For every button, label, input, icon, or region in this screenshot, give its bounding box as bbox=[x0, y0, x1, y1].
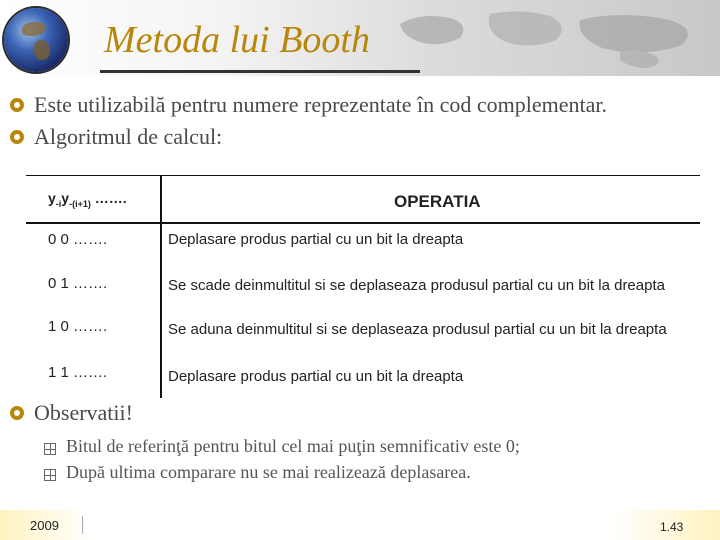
globe-icon bbox=[4, 8, 68, 72]
table-cell-bits: 0 0 ……. bbox=[48, 231, 108, 248]
slide-title: Metoda lui Booth bbox=[104, 19, 370, 61]
bullet-text: Este utilizabilă pentru numere reprezentate în cod complementar. bbox=[34, 92, 607, 117]
observation-text: După ultima comparare nu se mai realizează deplasarea. bbox=[66, 462, 471, 482]
table-cell-bits: 1 0 ……. bbox=[48, 318, 108, 335]
bullet-square-icon bbox=[44, 443, 56, 455]
table-cell-operation: Se scade deinmultitul si se deplaseaza produsul partial cu un bit la dreapta bbox=[168, 277, 665, 294]
table-divider-horizontal bbox=[26, 222, 700, 224]
world-map-decoration bbox=[380, 4, 720, 70]
observation-text: Bitul de referinţă pentru bitul cel mai puţin semnificativ este 0; bbox=[66, 436, 520, 456]
table-divider-vertical bbox=[160, 176, 162, 398]
bullet-circle-icon bbox=[10, 98, 24, 112]
footer-year: 2009 bbox=[30, 518, 59, 533]
bullet-square-icon bbox=[44, 469, 56, 481]
bullet-text: Algoritmul de calcul: bbox=[34, 124, 223, 149]
footer-divider bbox=[82, 516, 83, 534]
table-header-bits: $y_{-i}y_{-(i+1)}$ ……. bbox=[48, 190, 127, 209]
table-cell-operation: Se aduna deinmultitul si se deplaseaza produsul partial cu un bit la dreapta bbox=[168, 321, 667, 338]
table-cell-operation: Deplasare produs partial cu un bit la dreapta bbox=[168, 231, 464, 248]
operations-table bbox=[26, 175, 700, 398]
bullet-circle-icon bbox=[10, 130, 24, 144]
table-cell-operation: Deplasare produs partial cu un bit la dreapta bbox=[168, 368, 464, 385]
table-cell-bits: 1 1 ……. bbox=[48, 364, 108, 381]
page-number: 1.43 bbox=[660, 520, 684, 534]
table-header-operation: OPERATIA bbox=[394, 192, 481, 211]
bullet-circle-icon bbox=[10, 406, 24, 420]
observations-title: Observatii! bbox=[34, 400, 133, 425]
table-cell-bits: 0 1 ……. bbox=[48, 275, 108, 292]
title-underline bbox=[100, 70, 420, 73]
